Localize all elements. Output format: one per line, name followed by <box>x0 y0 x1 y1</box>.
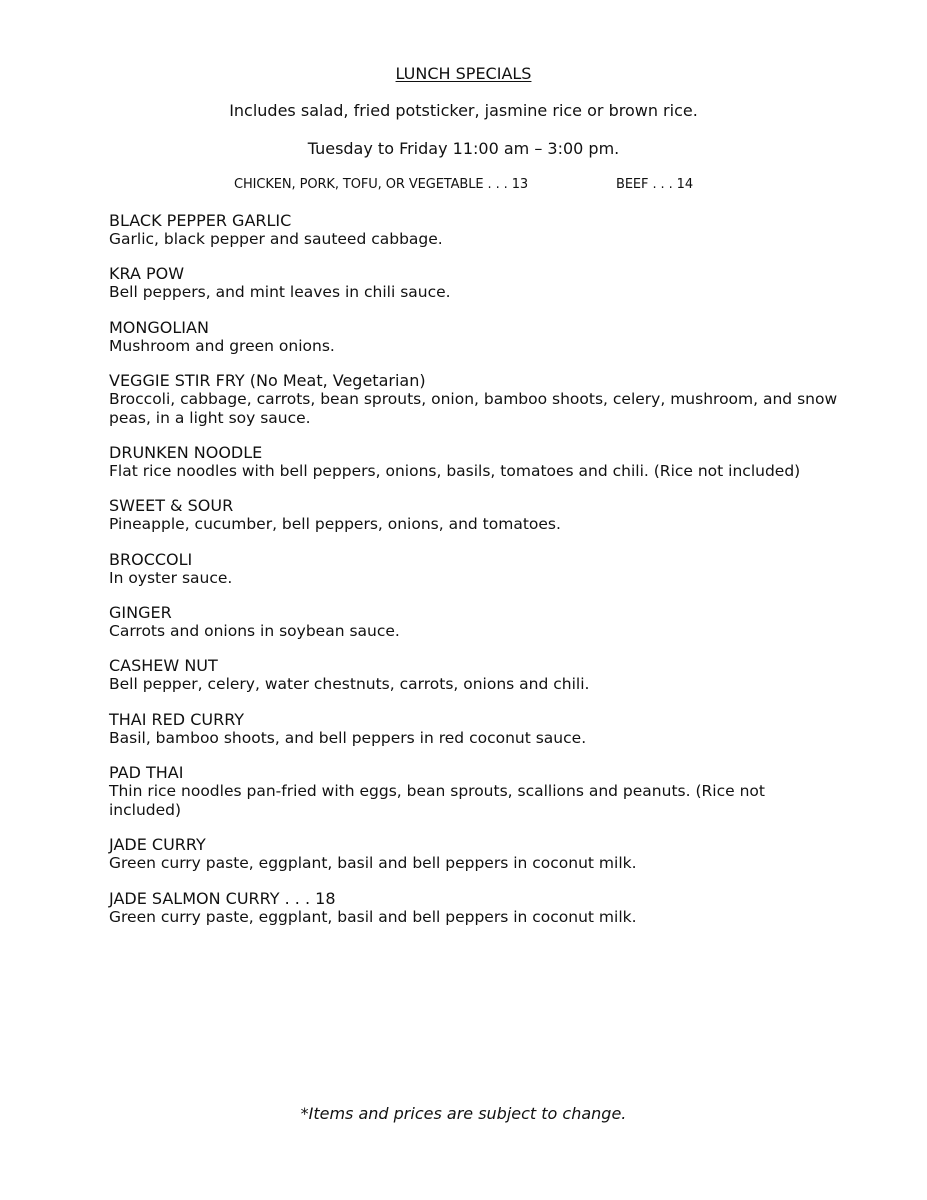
item-description: Bell peppers, and mint leaves in chili sauce. <box>109 283 451 302</box>
price-beef: BEEF . . . 14 <box>616 177 693 192</box>
item-name: JADE SALMON CURRY . . . 18 <box>109 888 336 908</box>
menu-item <box>109 763 839 820</box>
hours-note: Tuesday to Friday 11:00 am – 3:00 pm. <box>307 139 620 158</box>
menu-item <box>109 835 839 873</box>
item-name: BLACK PEPPER GARLIC <box>109 211 292 230</box>
price-standard: CHICKEN, PORK, TOFU, OR VEGETABLE . . . 13 <box>234 177 529 192</box>
item-name: CASHEW NUT <box>109 656 218 676</box>
item-description: In oyster sauce. <box>109 568 233 587</box>
menu-item <box>109 656 839 694</box>
item-description: Broccoli, cabbage, carrots, bean sprouts, onion, bamboo shoots, celery, mushroom, and snow peas, in a light soy sauce. <box>109 389 838 427</box>
menu-item <box>109 318 839 356</box>
item-description: Green curry paste, eggplant, basil and bell peppers in coconut milk. <box>109 854 637 873</box>
menu-item <box>109 550 839 588</box>
item-name: THAI RED CURRY <box>109 709 245 729</box>
item-description: Thin rice noodles pan-fried with eggs, bean sprouts, scallions and peanuts. (Rice not included) <box>109 781 765 819</box>
item-name: JADE CURRY <box>109 835 206 855</box>
item-description: Flat rice noodles with bell peppers, onions, basils, tomatoes and chili. (Rice not included) <box>109 462 801 481</box>
item-name: GINGER <box>109 603 172 623</box>
item-description: Pineapple, cucumber, bell peppers, onions, and tomatoes. <box>109 515 561 534</box>
item-description: Garlic, black pepper and sauteed cabbage. <box>109 230 443 248</box>
item-name: VEGGIE STIR FRY (No Meat, Vegetarian) <box>109 370 426 390</box>
menu-items-list <box>109 211 839 942</box>
menu-item <box>109 496 839 534</box>
menu-item <box>109 443 839 481</box>
item-description: Green curry paste, eggplant, basil and bell peppers in coconut milk. <box>109 907 637 926</box>
item-description: Basil, bamboo shoots, and bell peppers in red coconut sauce. <box>109 728 587 747</box>
page-title: LUNCH SPECIALS <box>395 64 532 83</box>
item-description: Carrots and onions in soybean sauce. <box>109 622 400 641</box>
item-description: Mushroom and green onions. <box>109 336 335 355</box>
menu-item <box>109 603 839 641</box>
includes-note: Includes salad, fried potsticker, jasmine rice or brown rice. <box>229 101 698 120</box>
menu-item <box>109 889 839 927</box>
menu-item <box>109 371 839 428</box>
item-name: DRUNKEN NOODLE <box>109 443 263 463</box>
item-name: SWEET & SOUR <box>109 496 234 516</box>
menu-item <box>109 211 839 249</box>
item-name: KRA POW <box>109 264 185 284</box>
item-name: PAD THAI <box>109 762 184 782</box>
disclaimer-note: *Items and prices are subject to change. <box>300 1104 627 1123</box>
item-description: Bell pepper, celery, water chestnuts, carrots, onions and chili. <box>109 675 590 694</box>
menu-item <box>109 710 839 748</box>
item-name: MONGOLIAN <box>109 317 209 337</box>
menu-item <box>109 264 839 302</box>
item-name: BROCCOLI <box>109 549 193 569</box>
